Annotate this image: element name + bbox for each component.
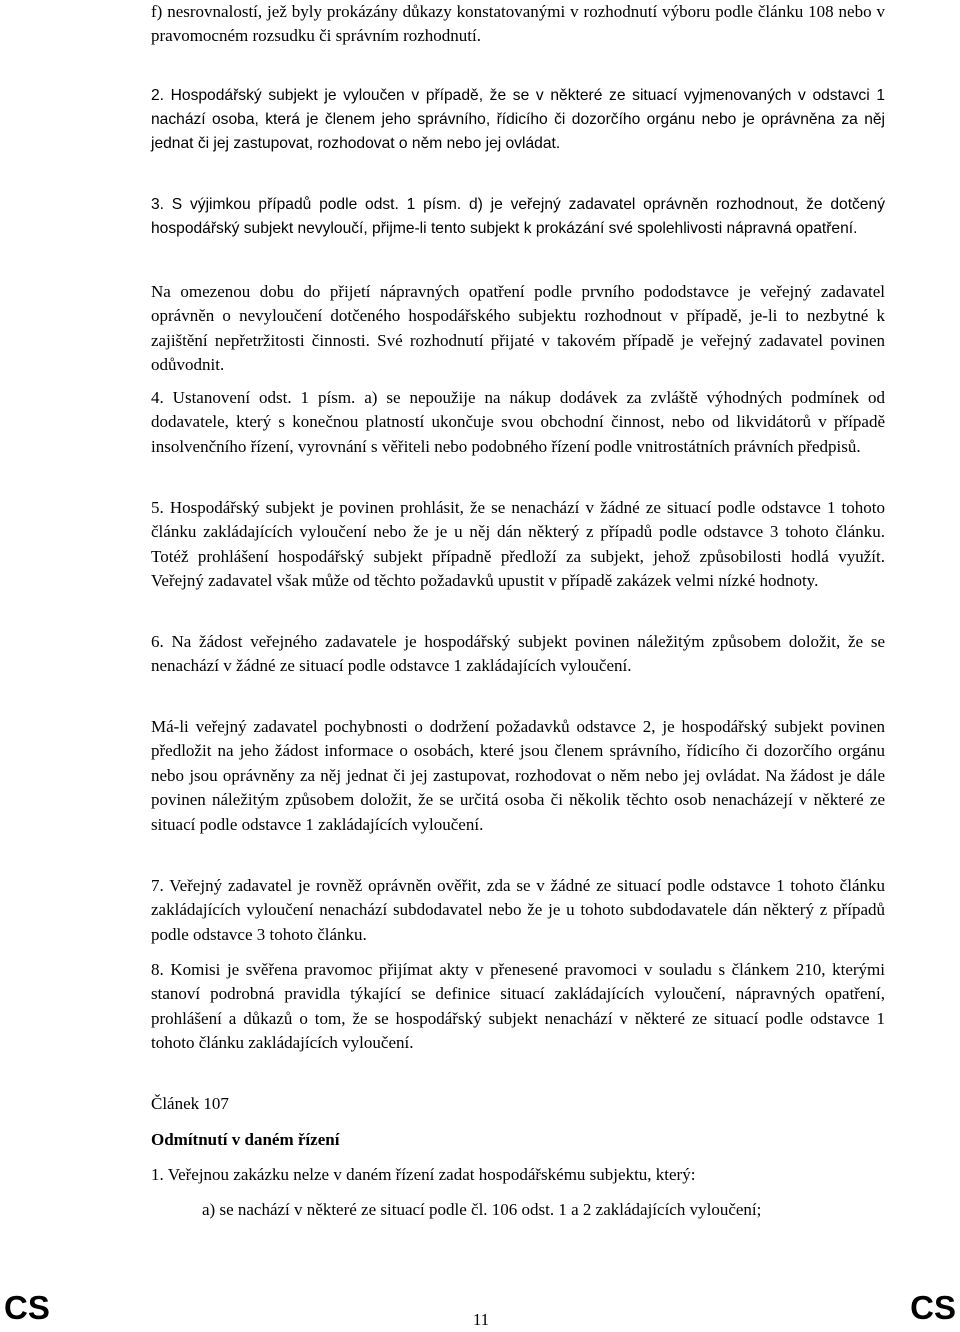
paragraph-6-subparagraph: Má-li veřejný zadavatel pochybnosti o dodržení požadavků odstavce 2, je hospodářský subjekt povinen předložit na jeho žádost informace o osobách, které jsou členem správního, řídicího či dozorčího orgánu nebo jsou oprávněny za něj jednat či jej zastupovat, rozhodovat o něm nebo jej ovládat. Na žádost je dále povinen náležitým způsobem doložit, že se určitá osoba či několik těchto osob nenacházejí v některé ze situací podle odstavce 1 zakládajících vyloučení.: [151, 717, 885, 834]
paragraph-3: 3. S výjimkou případů podle odst. 1 písm. d) je veřejný zadavatel oprávněn rozhodnout, že dotčený hospodářský subjekt nevyloučí, přijme-li tento subjekt k prokázání své spolehlivosti nápravná opatření.: [151, 196, 885, 238]
paragraph-1f: f) nesrovnalostí, jež byly prokázány důkazy konstatovanými v rozhodnutí výboru podle článku 108 nebo v pravomocném rozsudku či správním rozhodnutí.: [151, 2, 885, 46]
article-item-1: 1. Veřejnou zakázku nelze v daném řízení zadat hospodářskému subjektu, který:: [151, 1165, 696, 1184]
article-title: Odmítnutí v daném řízení: [151, 1130, 340, 1149]
paragraph-3-subparagraph: Na omezenou dobu do přijetí nápravných opatření podle prvního pododstavce je veřejný zadavatel oprávněn o nevyloučení dotčeného hospodářského subjektu rozhodnout v případě, je-li to nezbytné k zajištění nepřetržitosti činnosti. Své rozhodnutí přijaté v takovém případě je veřejný zadavatel povinen odůvodnit.: [151, 282, 885, 375]
paragraph-8: 8. Komisi je svěřena pravomoc přijímat akty v přenesené pravomoci v souladu s článkem 210, kterými stanoví podrobná pravidla týkající se definice situací zakládajících vyloučení, nápravných opatření, prohlášení a důkazů o tom, že se hospodářský subjekt nenachází v některé ze situací podle odstavce 1 tohoto článku zakládajících vyloučení.: [151, 960, 885, 1053]
language-code-left: CS: [4, 1289, 50, 1326]
paragraph-6: 6. Na žádost veřejného zadavatele je hospodářský subjekt povinen náležitým způsobem doložit, že se nenachází v žádné ze situací podle odstavce 1 zakládajících vyloučení.: [151, 632, 885, 676]
paragraph-5: 5. Hospodářský subjekt je povinen prohlásit, že se nenachází v žádné ze situací podle odstavce 1 tohoto článku zakládajících vyloučení nebo že je u něj dán některý z případů podle odstavce 3 tohoto článku. Totéž prohlášení hospodářský subjekt případně předloží za subjekt, jehož způsobilosti hodlá využít. Veřejný zadavatel však může od těchto požadavků upustit v případě zakázek velmi nízké hodnoty.: [151, 498, 885, 591]
paragraph-4: 4. Ustanovení odst. 1 písm. a) se nepoužije na nákup dodávek za zvláště výhodných podmínek od dodavatele, který s konečnou platností ukončuje svou obchodní činnost, nebo od likvidátorů v případě insolvenčního řízení, vyrovnání s věřiteli nebo podobného řízení podle vnitrostátních právních předpisů.: [151, 388, 885, 456]
paragraph-2: 2. Hospodářský subjekt je vyloučen v případě, že se v některé ze situací vyjmenovaných v odstavci 1 nachází osoba, která je členem jeho správního, řídicího či dozorčího orgánu nebo je oprávněna za něj jednat či jej zastupovat, rozhodovat o něm nebo jej ovládat.: [151, 87, 885, 153]
page-number: 11: [472, 1310, 490, 1329]
language-code-right: CS: [910, 1289, 956, 1326]
paragraph-7: 7. Veřejný zadavatel je rovněž oprávněn ověřit, zda se v žádné ze situací podle odstavce 1 tohoto článku zakládajících vyloučení nenachází subdodavatel nebo že je u tohoto subdodavatele dán některý z případů podle odstavce 3 tohoto článku.: [151, 876, 885, 944]
article-number: Článek 107: [151, 1094, 229, 1113]
article-item-1a: a) se nachází v některé ze situací podle čl. 106 odst. 1 a 2 zakládajících vyloučení;: [202, 1200, 762, 1219]
